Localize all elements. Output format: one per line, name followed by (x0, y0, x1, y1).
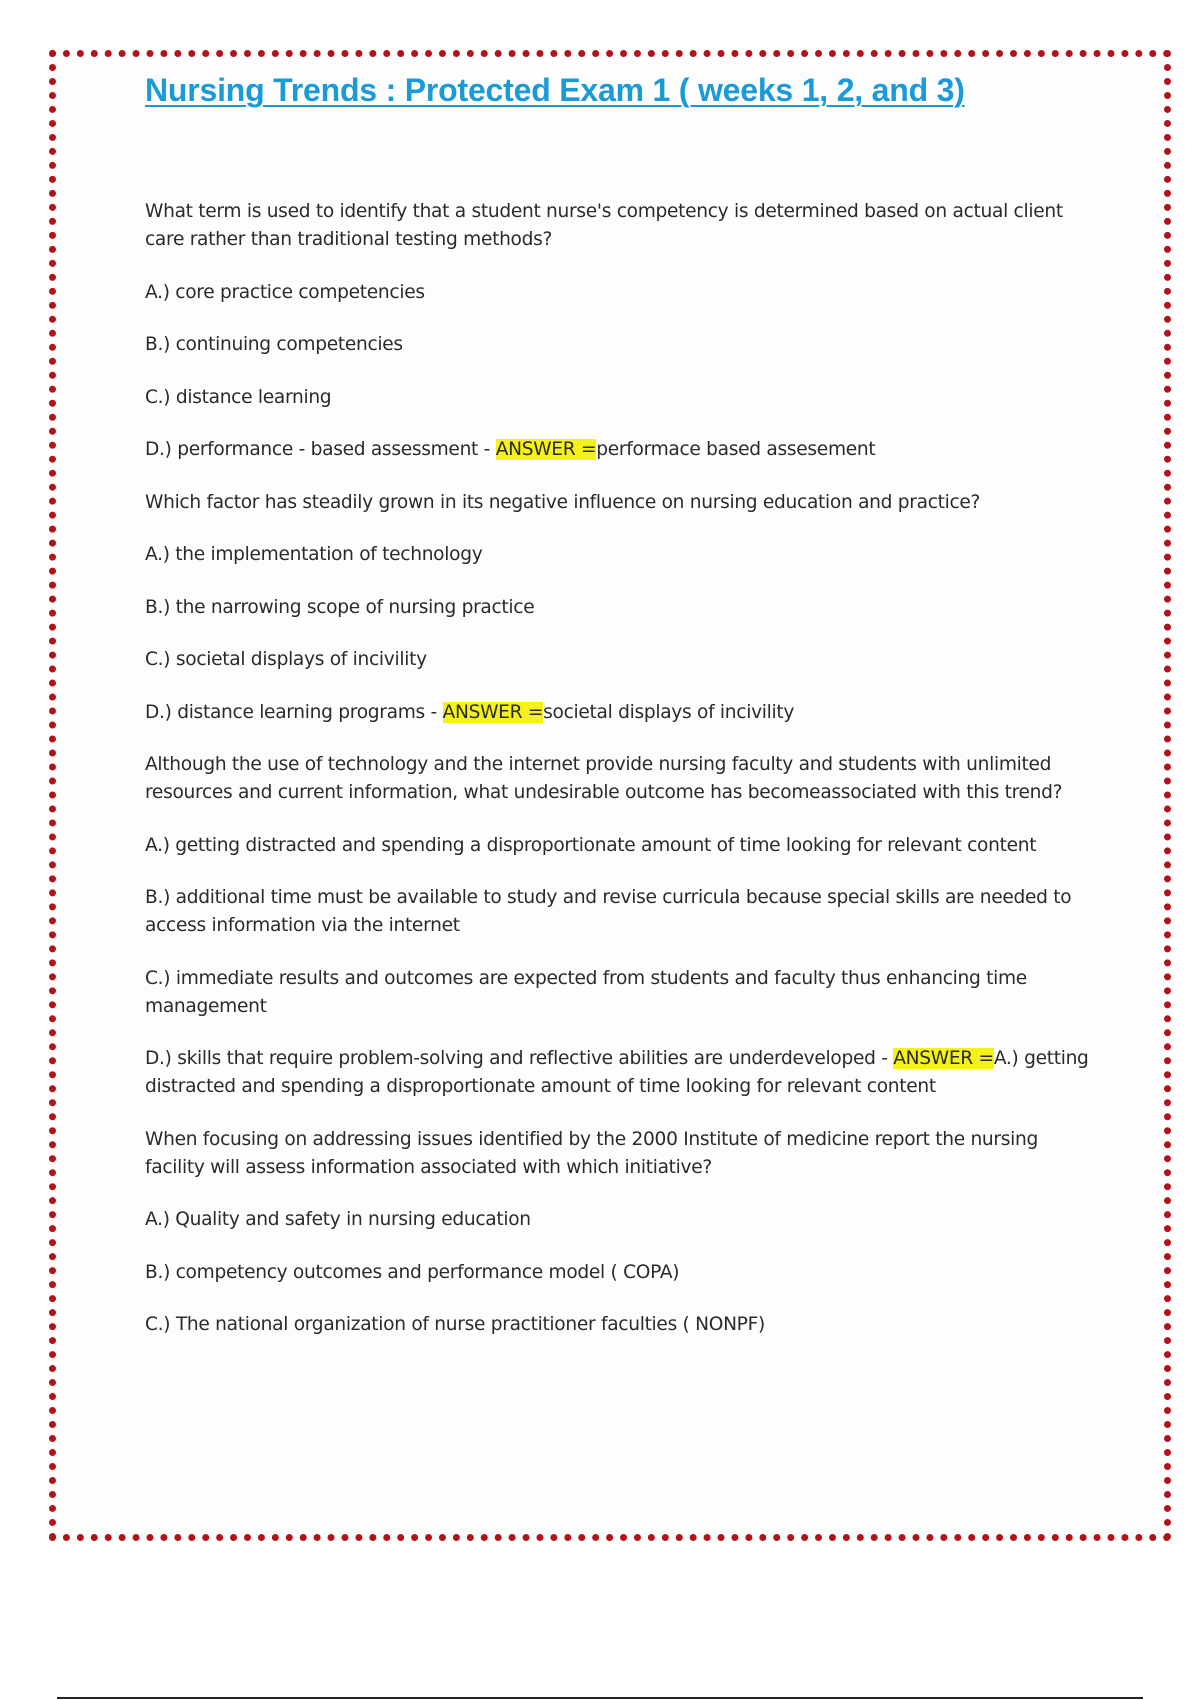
answer-key-highlight: ANSWER = (893, 1048, 994, 1069)
question-stem: What term is used to identify that a student nurse's competency is determined based on actual client care rather than traditional testing methods? (145, 201, 1063, 250)
answer-option: C.) societal displays of incivility (145, 649, 427, 670)
document-body (145, 198, 1090, 1364)
answer-option-with-key (145, 436, 1090, 464)
answer-option: B.) continuing competencies (145, 334, 403, 355)
answer-option: A.) Quality and safety in nursing education (145, 1209, 531, 1230)
answer-text: performace based assesement (596, 439, 876, 460)
option-text: D.) distance learning programs - (145, 701, 443, 723)
answer-key-highlight: ANSWER = (442, 701, 544, 723)
footer-divider (57, 1697, 1143, 1699)
answer-option: A.) core practice competencies (145, 281, 425, 303)
document-title: Nursing Trends : Protected Exam 1 ( weeks 1, 2, and 3) (145, 72, 965, 108)
question-stem: Which factor has steadily grown in its negative influence on nursing education and practice? (145, 491, 981, 513)
answer-option: B.) competency outcomes and performance model ( COPA) (145, 1261, 680, 1283)
question-stem: When focusing on addressing issues identified by the 2000 Institute of medicine report the nursing facility will assess information associated with which initiative? (145, 1128, 1038, 1178)
question-stem: Although the use of technology and the internet provide nursing faculty and students with unlimited resources and current information, what undesirable outcome has becomeassociated with this trend? (145, 754, 1063, 803)
answer-option-with-key (145, 699, 1090, 727)
answer-option: C.) distance learning (145, 386, 332, 408)
answer-key-highlight: ANSWER = (495, 439, 597, 460)
option-text: D.) skills that require problem-solving and reflective abilities are underdeveloped - (145, 1048, 894, 1069)
answer-text: societal displays of incivility (543, 701, 795, 723)
answer-option: A.) getting distracted and spending a disproportionate amount of time looking for relevant content (145, 834, 1037, 856)
option-text: D.) performance - based assessment - (145, 439, 496, 460)
answer-option-with-key (145, 1045, 1090, 1101)
answer-text: A.) getting distracted and spending a disproportionate amount of time looking for relevant content (145, 1048, 1089, 1097)
answer-option: B.) the narrowing scope of nursing practice (145, 596, 535, 618)
answer-option: A.) the implementation of technology (145, 544, 483, 565)
answer-option: C.) immediate results and outcomes are expected from students and faculty thus enhancing time management (145, 967, 1027, 1017)
answer-option: C.) The national organization of nurse practitioner faculties ( NONPF) (145, 1314, 765, 1335)
answer-option: B.) additional time must be available to study and revise curricula because special skills are needed to access information via the internet (145, 887, 1072, 936)
